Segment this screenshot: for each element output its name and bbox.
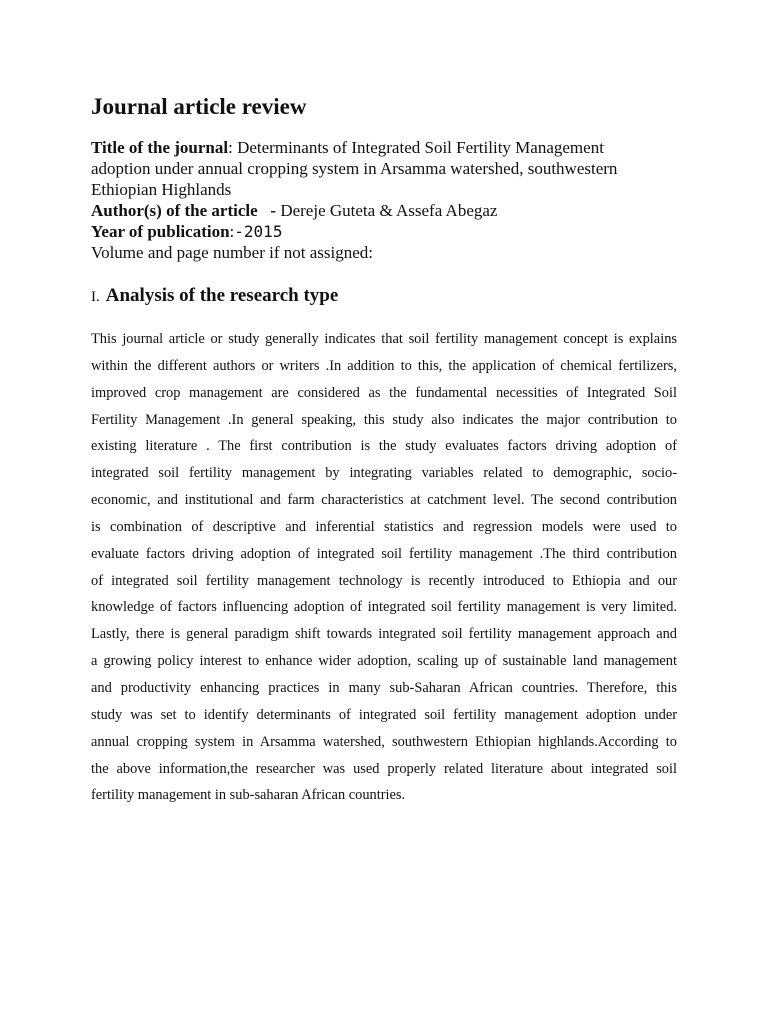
body-line: the above information,the researcher was used properly related literature about integrated soil [91, 760, 677, 777]
journal-label: Title of the journal [91, 138, 229, 157]
body-line: integrated soil fertility management by integrating variables related to demographic, socio- [91, 465, 677, 482]
body-line: existing literature . The first contribution is the study evaluates factors driving adoption of [91, 438, 677, 455]
body-line: study was set to identify determinants of integrated soil fertility management adoption under [91, 706, 677, 723]
author-line [91, 200, 677, 221]
body-line: fertility management in sub-saharan African countries. [91, 787, 406, 804]
body-line: of integrated soil fertility management technology is recently introduced to Ethiopia and our [91, 572, 677, 589]
article-metadata [91, 137, 677, 263]
body-line: and productivity enhancing practices in many sub-Saharan African countries. Therefore, this [91, 679, 677, 696]
body-line: knowledge of factors influencing adoption of integrated soil fertility management is very limited. [91, 599, 677, 616]
body-line: a growing policy interest to enhance wider adoption, scaling up of sustainable land management [91, 653, 677, 670]
body-line: Lastly, there is general paradigm shift towards integrated soil fertility management approach and [91, 626, 677, 643]
year-line [91, 221, 677, 242]
journal-colon: : [228, 138, 233, 157]
journal-title-text-1: Determinants of Integrated Soil Fertility Management [237, 138, 604, 157]
body-line: economic, and institutional and farm characteristics at catchment level. The second contribution [91, 492, 677, 509]
body-line: Fertility Management .In general speaking, this study also indicates the major contribution to [91, 411, 677, 428]
section-heading [91, 282, 338, 309]
author-names: Dereje Guteta & Assefa Abegaz [280, 201, 498, 220]
document-title: Journal article review [91, 94, 307, 119]
body-line: This journal article or study generally indicates that soil fertility management concept is explains [91, 331, 677, 347]
author-separator: - [270, 201, 277, 220]
year-value: -2015 [234, 222, 283, 241]
author-label: Author(s) of the article [91, 201, 258, 220]
section-number: I. [91, 289, 100, 305]
body-line: is combination of descriptive and inferential statistics and regression models were used to [91, 518, 677, 535]
section-title: Analysis of the research type [105, 285, 339, 306]
journal-title-line-2: adoption under annual cropping system in Arsamma watershed, southwestern [91, 159, 618, 178]
volume-line: Volume and page number if not assigned: [91, 243, 374, 262]
body-line: improved crop management are considered as the fundamental necessities of Integrated Soil [91, 384, 677, 401]
year-label: Year of publication [91, 222, 230, 241]
journal-title-line-1 [91, 137, 677, 158]
year-separator: : [229, 222, 235, 241]
body-line: annual cropping system in Arsamma watershed, southwestern Ethiopian highlands.According to [91, 733, 677, 750]
body-paragraph [91, 326, 677, 809]
body-line: evaluate factors driving adoption of integrated soil fertility management .The third contribution [91, 545, 677, 562]
body-line: within the different authors or writers .In addition to this, the application of chemical fertilizers, [91, 357, 677, 374]
journal-title-line-3: Ethiopian Highlands [91, 180, 232, 199]
